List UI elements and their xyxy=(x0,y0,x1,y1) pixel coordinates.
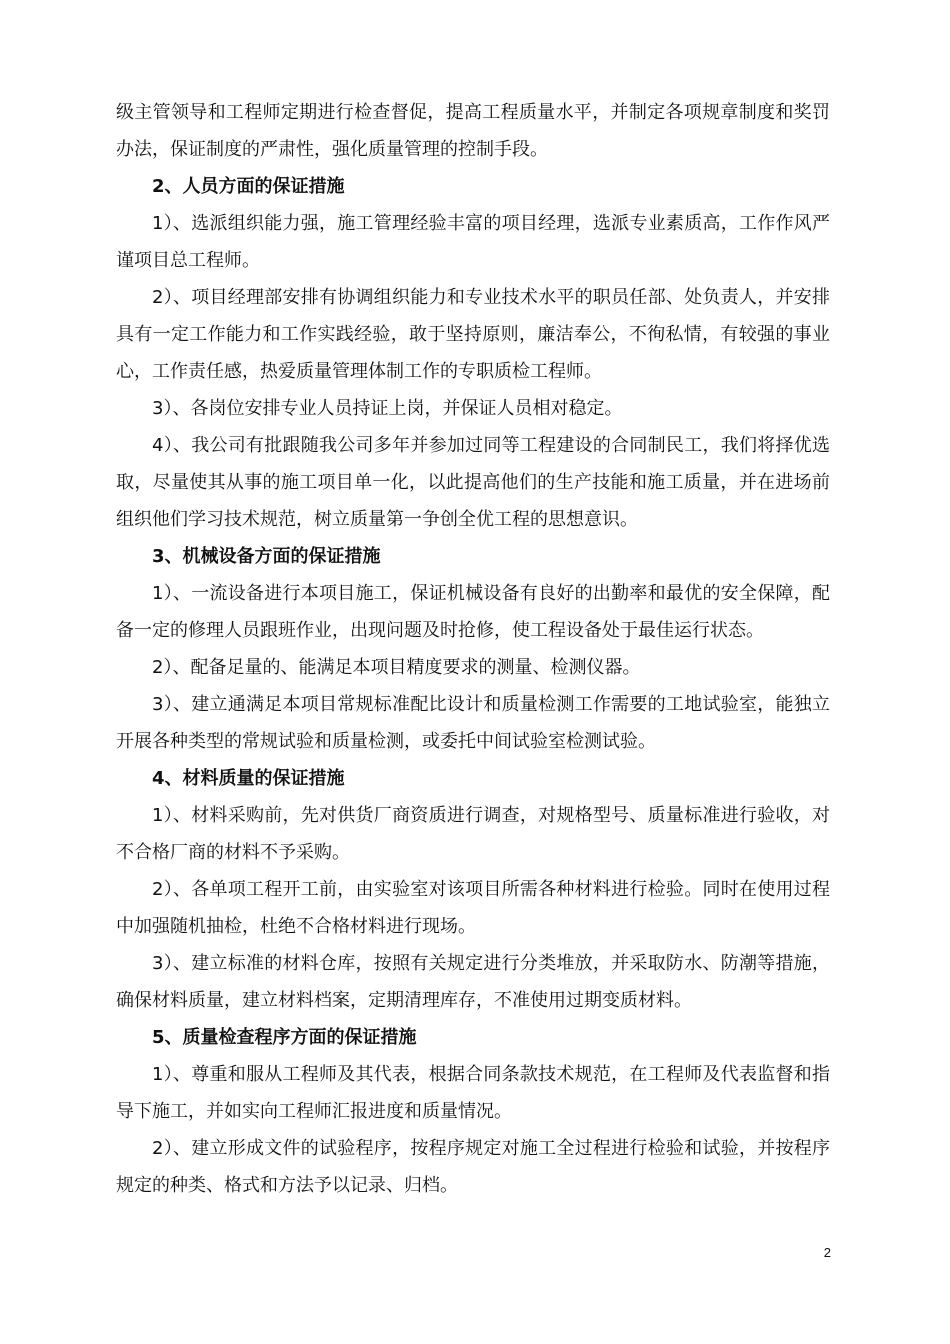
section-heading: 2、人员方面的保证措施 xyxy=(152,176,345,197)
body-paragraph: 3）、建立标准的材料仓库，按照有关规定进行分类堆放，并采取防水、防潮等措施，确保材料质量，建立材料档案，定期清理库存，不准使用过期变质材料。 xyxy=(116,953,830,1011)
body-paragraph: 级主管领导和工程师定期进行检查督促，提高工程质量水平，并制定各项规章制度和奖罚办法，保证制度的严肃性，强化质量管理的控制手段。 xyxy=(116,102,830,160)
body-paragraph: 3）、建立通满足本项目常规标准配比设计和质量检测工作需要的工地试验室，能独立开展各种类型的常规试验和质量检测，或委托中间试验室检测试验。 xyxy=(116,694,830,752)
section-heading: 4、材料质量的保证措施 xyxy=(152,768,345,789)
body-paragraph: 2）、项目经理部安排有协调组织能力和专业技术水平的职员任部、处负责人，并安排具有一定工作能力和工作实践经验，敢于坚持原则，廉洁奉公，不徇私情，有较强的事业心，工作责任感，热爱质量管理体制工作的专职质检工程师。 xyxy=(116,287,830,382)
body-paragraph: 2）、配备足量的、能满足本项目精度要求的测量、检测仪器。 xyxy=(152,657,641,678)
body-paragraph: 2）、各单项工程开工前，由实验室对该项目所需各种材料进行检验。同时在使用过程中加强随机抽检，杜绝不合格材料进行现场。 xyxy=(116,879,830,937)
body-paragraph: 2）、建立形成文件的试验程序，按程序规定对施工全过程进行检验和试验，并按程序规定的种类、格式和方法予以记录、归档。 xyxy=(116,1138,830,1196)
body-paragraph: 1）、尊重和服从工程师及其代表，根据合同条款技术规范，在工程师及代表监督和指导下施工，并如实向工程师汇报进度和质量情况。 xyxy=(116,1064,830,1122)
body-paragraph: 3）、各岗位安排专业人员持证上岗，并保证人员相对稳定。 xyxy=(152,398,623,419)
body-paragraph: 1）、一流设备进行本项目施工，保证机械设备有良好的出勤率和最优的安全保障，配备一定的修理人员跟班作业，出现问题及时抢修，使工程设备处于最佳运行状态。 xyxy=(116,583,830,641)
body-paragraph: 1）、材料采购前，先对供货厂商资质进行调查，对规格型号、质量标准进行验收，对不合格厂商的材料不予采购。 xyxy=(116,805,830,863)
body-paragraph: 4）、我公司有批跟随我公司多年并参加过同等工程建设的合同制民工，我们将择优选取，尽量使其从事的施工项目单一化，以此提高他们的生产技能和施工质量，并在进场前组织他们学习技术规范，树立质量第一争创全优工程的思想意识。 xyxy=(116,435,830,530)
section-heading: 3、机械设备方面的保证措施 xyxy=(152,546,381,567)
page-number: 2 xyxy=(823,1245,831,1260)
section-heading: 5、质量检查程序方面的保证措施 xyxy=(152,1027,417,1048)
body-paragraph: 1）、选派组织能力强，施工管理经验丰富的项目经理，选派专业素质高，工作作风严谨项目总工程师。 xyxy=(116,213,830,271)
document-body xyxy=(116,94,830,1204)
